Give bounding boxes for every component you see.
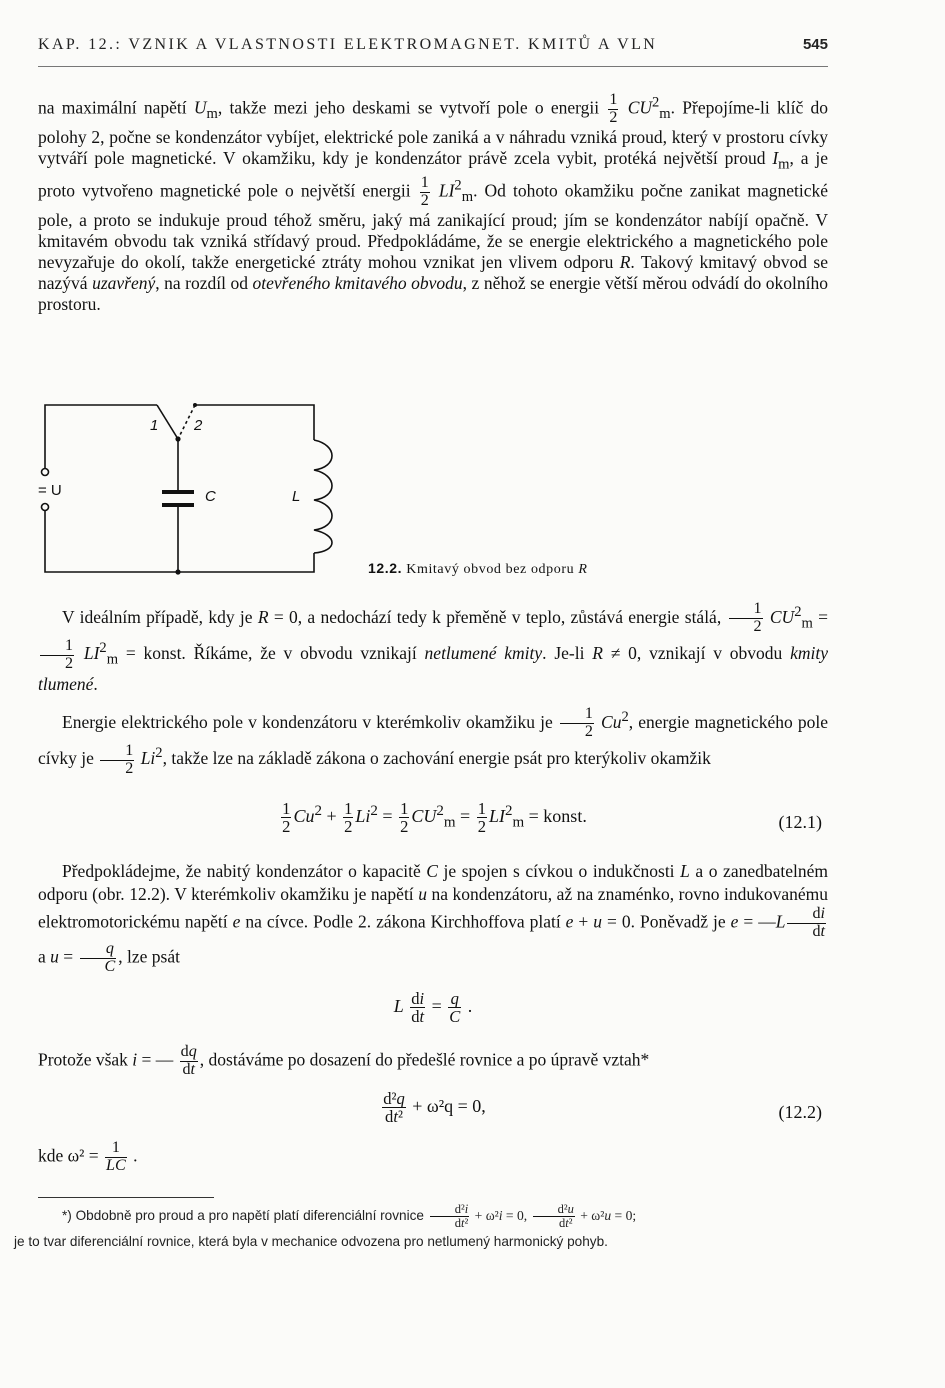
lc-circuit-svg bbox=[38, 395, 348, 580]
equation-l-di-dt bbox=[38, 990, 828, 1034]
chapter-title: KAP. 12.: VZNIK A VLASTNOSTI ELEKTROMAGNET. KMITŮ A VLN bbox=[38, 36, 658, 53]
text: , energie magnetického pole cívky je bbox=[38, 711, 828, 769]
text: , lze psát bbox=[118, 946, 180, 967]
switch-position-1-label: 1 bbox=[150, 417, 159, 434]
footnote-rule bbox=[38, 1197, 214, 1198]
switch-dashed-path bbox=[178, 405, 195, 439]
header-rule bbox=[38, 66, 828, 67]
fraction-half: $\frac{1}{2}$ bbox=[609, 91, 618, 126]
fraction-one-over-lc: $\frac{1}{LC}$ bbox=[106, 1139, 126, 1174]
text: je to tvar diferenciální rovnice, která byla v mechanice odvozena pro netlumený harmonický pohyb. bbox=[14, 1234, 608, 1250]
text: , na rozdíl od bbox=[155, 273, 253, 294]
term-open-circuit: otevřeného kmitavého obvodu bbox=[252, 273, 463, 294]
equation-number: (12.2) bbox=[778, 1102, 822, 1122]
fraction-half: $\frac{1}{2}$ bbox=[560, 706, 594, 741]
text: na kondenzátoru, až na znaménko, rovno indukovanému elektromotorickému napětí bbox=[38, 884, 828, 932]
text: Protože však bbox=[38, 1049, 133, 1070]
text: . Od tohoto okamžiku počne zanikat magnetické pole, a proto se indukuje proud téhož směru, jaký má zanikající proud; jím se kondenzátor nabíjí opačně. V kmitavém obvodu tak vzniká střídavý proud. Předpokládáme, že se energie elektrického a magnetického pole nevyzařuje do okolí, takže energetické ztráty mohou vznikat jen vlivem odporu bbox=[38, 180, 829, 273]
circuit-diagram bbox=[38, 395, 348, 585]
text: . bbox=[93, 674, 98, 695]
fraction-half: $\frac{1}{2}$ bbox=[729, 601, 763, 636]
text: = konst. Říkáme, že v obvodu vznikají bbox=[118, 643, 425, 664]
wire-bottom bbox=[45, 511, 314, 572]
running-header bbox=[38, 36, 828, 54]
equation-body: $\frac{1}{2}$ $Cu^2$ + $\frac{1}{2}$ $Li^2$ = $\frac{1}{2}$ $CU^2_m$ = $\frac{1}{2}$ $LI^2_m$ = konst. bbox=[282, 799, 587, 837]
text: , takže mezi jeho deskami se vytvoří pole o energii bbox=[217, 97, 600, 118]
text: a bbox=[38, 946, 51, 967]
wire-top-right bbox=[195, 405, 314, 440]
footnote: *) Obdobně pro proud a pro napětí platí diferenciální rovnice $\frac{\text{d²i}}{\text{dt²}}$ + ω²i = 0, $\frac{\text{d²u}}{\text{dt²}}$ + ω²u = 0; je to tvar diferenciální rovnice, která byla v mechanice odvozena pro netlumený harmonický pohyb. bbox=[38, 1203, 828, 1253]
fraction-half: $\frac{1}{2}$ bbox=[40, 638, 74, 673]
text: , a je proto vytvořeno magnetické pole o největší energii bbox=[38, 147, 828, 201]
terminal-bottom bbox=[42, 504, 49, 511]
capacitor-plate-top bbox=[162, 490, 194, 494]
figure-caption bbox=[368, 560, 587, 578]
text: je spojen s cívkou o indukčnosti bbox=[437, 861, 681, 881]
text: , takže lze na základě zákona o zachování energie psát pro kterýkoliv okamžik bbox=[162, 748, 711, 769]
equation-12-2 bbox=[38, 1090, 828, 1134]
text: , dostáváme po dosazení do předešlé rovnice a po úpravě vztah* bbox=[199, 1049, 650, 1070]
paragraph-energy-conservation: Energie elektrického pole v kondenzátoru v kterémkoliv okamžiku je $\frac{1}{2}$ Cu$^2$, energie magnetického pole cívky je $\frac{1}{2}$ Li$^2$, takže lze na základě zákona o zachování energie psát pro kterýkoliv okamžik bbox=[38, 705, 828, 777]
text: = 0. Poněvadž je bbox=[602, 911, 731, 932]
page-number: 545 bbox=[802, 36, 828, 53]
term-closed-circuit: uzavřený bbox=[92, 273, 156, 294]
fraction-half: $\frac{1}{2}$ bbox=[100, 743, 134, 778]
inductor-label: L bbox=[292, 488, 301, 505]
junction-dot bbox=[175, 569, 180, 574]
switch-blade bbox=[157, 405, 178, 439]
equation-number: (12.1) bbox=[778, 812, 822, 832]
capacitor-label: C bbox=[205, 488, 216, 505]
equation-body: $\frac{\text{d²q}}{\text{dt²}}$ + ω²q = 0, bbox=[383, 1089, 486, 1127]
term-undamped: netlumené kmity bbox=[424, 643, 543, 664]
caption-number: 12.2. bbox=[368, 560, 403, 576]
text: na cívce. Podle 2. zákona Kirchhoffova platí bbox=[240, 911, 566, 932]
caption-text: Kmitavý obvod bez odporu bbox=[402, 562, 579, 577]
capacitor-plate-bottom bbox=[162, 503, 194, 507]
inductor-coil bbox=[314, 440, 332, 553]
text: . Je-li bbox=[542, 643, 593, 664]
text: ≠ 0, vznikají v obvodu bbox=[602, 643, 791, 664]
fraction-half: $\frac{1}{2}$ bbox=[420, 174, 429, 210]
contact-2 bbox=[193, 403, 197, 407]
wire-top-left bbox=[45, 405, 157, 468]
text: + ω²q = 0, bbox=[407, 1096, 486, 1117]
switch-pivot bbox=[175, 436, 180, 441]
text: *) Obdobně pro proud a pro napětí platí diferenciální rovnice bbox=[62, 1208, 424, 1224]
paragraph-substitution: Protože však i = — $\frac{dq}{dt}$ , dostáváme po dosazení do předešlé rovnice a po úpravě vztah* bbox=[38, 1043, 650, 1078]
paragraph-energy-exchange: na maximální napětí $U_m$, takže mezi jeho deskami se vytvoří pole o energii $\frac{1}{2}$ $CU^2_m$. Přepojíme-li klíč do polohy 2, počne se kondenzátor vybíjet, elektrické pole zaniká a v náhradu vzniká proud, který v prostoru cívky vytváří pole magnetické. V okamžiku, kdy je kondenzátor právě zcela vybit, protéká největší proud $I_m$, a je proto vytvořeno magnetické pole o největší energii $\frac{1}{2}$ $LI^2_m$. Od tohoto okamžiku počne zanikat magnetické pole, a proto se indukuje proud téhož směru, jaký má zanikající proud; jím se kondenzátor nabíjí opačně. V kmitavém obvodu tak vzniká střídavý proud. Předpokládáme, že se energie elektrického a magnetického pole nevyzařuje do okolí, takže energetické ztráty mohou vznikat jen vlivem odporu R. Takový kmitavý obvod se nazývá uzavřený, na rozdíl od otevřeného kmitavého obvodu, z něhož se energie větší měrou odvádí do okolního prostoru. bbox=[38, 91, 829, 315]
term-damped: kmity tlumené bbox=[38, 643, 828, 695]
text: Přepojíme-li klíč do polohy 2, počne se kondenzátor vybíjet, elektrické pole zaniká a v náhradu vzniká proud, který v prostoru cívky vytváří pole magnetické. V okamžiku, kdy je kondenzátor právě zcela vybit, protéká největší proud bbox=[38, 97, 828, 168]
switch-position-2-label: 2 bbox=[194, 417, 203, 434]
equation-body: L $\frac{di}{dt}$ = $\frac{q}{C}$ . bbox=[393, 989, 473, 1027]
text: a o zanedbatelném odporu (obr. 12.2). V kterémkoliv okamžiku je napětí bbox=[38, 861, 828, 904]
terminal-top bbox=[42, 469, 49, 476]
text: = konst. bbox=[524, 806, 587, 827]
paragraph-kirchhoff: Předpokládejme, že nabitý kondenzátor o kapacitě C je spojen s cívkou o indukčnosti L a o zanedbatelném odporu (obr. 12.2). V kterémkoliv okamžiku je napětí u na kondenzátoru, až na znaménko, rovno indukovanému elektromotorickému napětí e na cívce. Podle 2. zákona Kirchhoffova platí e + u = 0. Poněvadž je e = —L $\frac{di}{dt}$ a u = $\frac{q}{C}$ , lze psát bbox=[38, 861, 828, 975]
caption-variable: R bbox=[578, 562, 588, 577]
text: kde ω² = bbox=[38, 1145, 104, 1166]
text: na maximální napětí bbox=[38, 97, 194, 118]
text: , z něhož se energie větší měrou odvádí do okolního prostoru. bbox=[38, 273, 828, 315]
text: = 0, a nedochází tedy k přeměně v teplo, zůstává energie stálá, bbox=[268, 606, 727, 627]
text: . Takový kmitavý obvod se nazývá bbox=[38, 252, 828, 294]
text: V ideálním případě, kdy je bbox=[62, 606, 258, 627]
equation-12-1 bbox=[38, 800, 828, 844]
paragraph-ideal-case: V ideálním případě, kdy je R = 0, a nedochází tedy k přeměně v teplo, zůstává energie stálá, $\frac{1}{2}$ $CU^2_m$ = $\frac{1}{2}$ $LI^2_m$ = konst. Říkáme, že v obvodu vznikají netlumené kmity. Je-li R ≠ 0, vznikají v obvodu kmity tlumené. bbox=[38, 600, 829, 695]
paragraph-omega: kde ω² = $\frac{1}{LC}$ . bbox=[38, 1139, 138, 1174]
text: Energie elektrického pole v kondenzátoru v kterémkoliv okamžiku je bbox=[62, 711, 558, 732]
voltage-label: = U bbox=[38, 482, 62, 499]
text: Předpokládejme, že nabitý kondenzátor o kapacitě bbox=[62, 861, 427, 881]
